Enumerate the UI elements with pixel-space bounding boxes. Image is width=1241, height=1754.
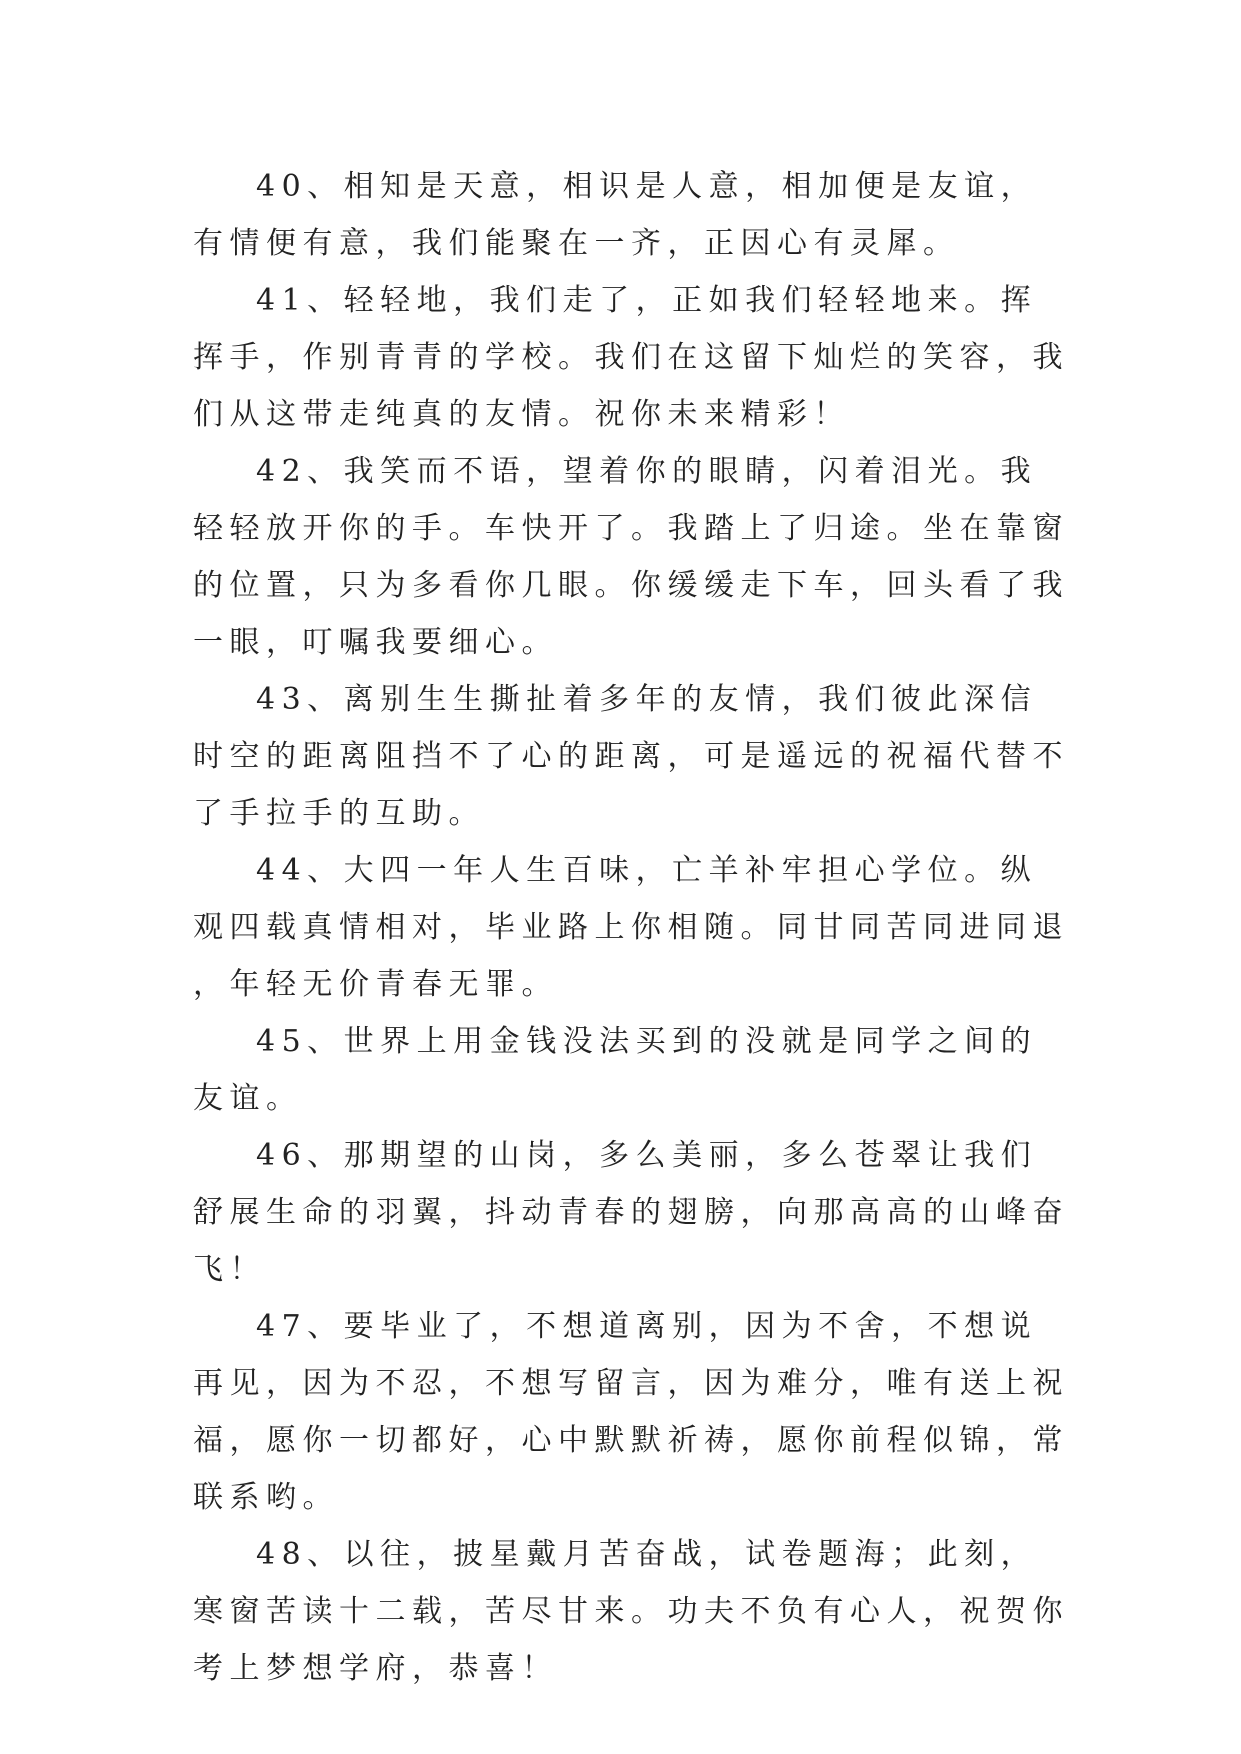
paragraph-41: 41、轻轻地，我们走了，正如我们轻轻地来。挥挥手，作别青青的学校。我们在这留下灿烂的笑容，我们从这带走纯真的友情。祝你未来精彩！ [193,283,1069,432]
document-body [193,158,1073,1697]
paragraph-48: 48、以往，披星戴月苦奋战，试卷题海；此刻，寒窗苦读十二载，苦尽甘来。功夫不负有心人，祝贺你考上梦想学府，恭喜！ [193,1537,1069,1686]
paragraph-42: 42、我笑而不语，望着你的眼睛，闪着泪光。我轻轻放开你的手。车快开了。我踏上了归途。坐在靠窗的位置，只为多看你几眼。你缓缓走下车，回头看了我一眼，叮嘱我要细心。 [193,454,1069,660]
paragraph-40: 40、相知是天意，相识是人意，相加便是友谊，有情便有意，我们能聚在一齐，正因心有灵犀。 [193,169,1038,261]
paragraph-43: 43、离别生生撕扯着多年的友情，我们彼此深信时空的距离阻挡不了心的距离，可是遥远的祝福代替不了手拉手的互助。 [193,682,1069,831]
paragraph-46: 46、那期望的山岗，多么美丽，多么苍翠让我们舒展生命的羽翼，抖动青春的翅膀，向那高高的山峰奋飞！ [193,1138,1069,1287]
paragraph-45: 45、世界上用金钱没法买到的没就是同学之间的友谊。 [193,1024,1038,1116]
paragraph-47: 47、要毕业了，不想道离别，因为不舍，不想说再见，因为不忍，不想写留言，因为难分，唯有送上祝福，愿你一切都好，心中默默祈祷，愿你前程似锦，常联系哟。 [193,1309,1069,1515]
paragraph-44: 44、大四一年人生百味，亡羊补牢担心学位。纵观四载真情相对，毕业路上你相随。同甘同苦同进同退，年轻无价青春无罪。 [193,853,1069,1002]
